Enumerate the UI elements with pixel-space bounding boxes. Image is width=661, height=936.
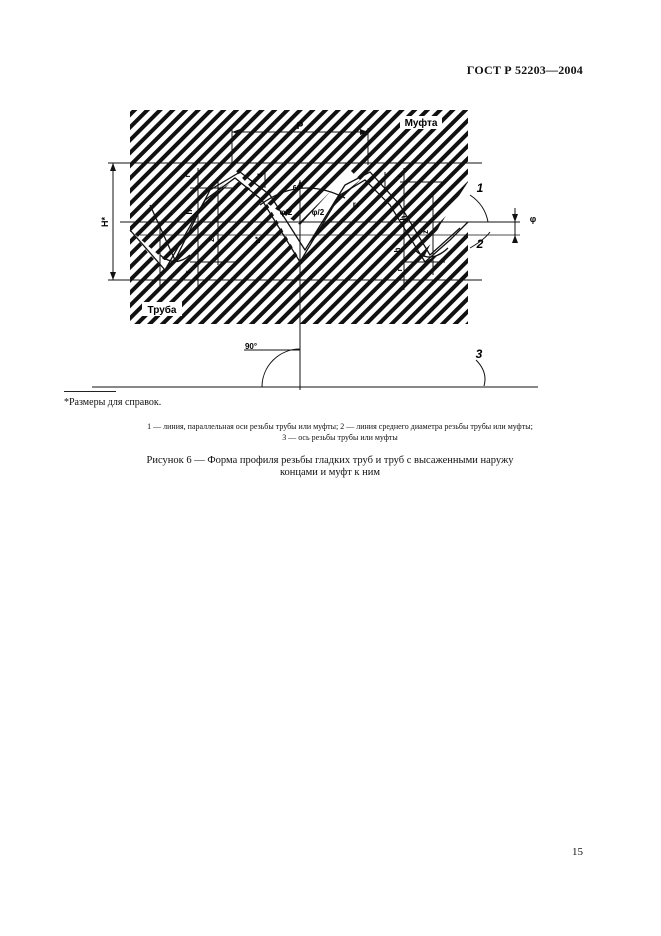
- h-star-label: h*: [255, 236, 262, 244]
- r1-label: r₁: [352, 200, 360, 209]
- caption-line-1: Рисунок 6 — Форма профиля резьбы гладких труб и труб с высаженными наружу: [146, 455, 514, 466]
- half-angle-label-b: φ/2: [311, 208, 325, 217]
- coupling-label: Муфта: [404, 118, 438, 129]
- legend-line-2: 3 — ось резьбы трубы или муфты: [282, 433, 398, 442]
- pipe-label: Труба: [147, 305, 177, 316]
- footnote: *Размеры для справок.: [64, 397, 162, 408]
- height-label: H*: [100, 216, 110, 228]
- thread-profile-figure: [0, 0, 661, 400]
- z-label-left: z: [207, 238, 216, 242]
- pitch-label: P: [296, 121, 304, 132]
- standard-header: ГОСТ Р 52203—2004: [466, 63, 583, 77]
- callout-3: 3: [475, 347, 483, 361]
- footnote-rule: [64, 391, 116, 392]
- h-label-left: h: [185, 209, 194, 215]
- page-number: 15: [572, 846, 583, 858]
- z-label-right: z: [421, 230, 430, 234]
- figure-caption: [90, 455, 570, 479]
- angle-60-label: 60°: [292, 185, 304, 192]
- caption-line-2: концами и муфт к ним: [279, 467, 381, 478]
- r-label-b: r: [185, 270, 192, 274]
- r-label-d: r: [397, 268, 404, 272]
- r-label-a: r: [185, 174, 192, 178]
- h-label-mid: h: [399, 215, 408, 221]
- phi-label: φ: [529, 214, 537, 224]
- h-label-right: h: [393, 247, 402, 253]
- figure-legend: [60, 421, 620, 443]
- legend-line-1: 1 — линия, параллельная оси резьбы трубы или муфты; 2 — линия среднего диаметра резьбы трубы или муфты;: [147, 422, 533, 431]
- half-angle-label-a: φ/2: [279, 208, 293, 217]
- z-label-mid: z: [255, 173, 264, 177]
- angle-90-label: 90°: [244, 342, 258, 351]
- callout-1: 1: [476, 181, 484, 195]
- callout-2: 2: [476, 237, 484, 251]
- r-label-c: r: [397, 174, 404, 178]
